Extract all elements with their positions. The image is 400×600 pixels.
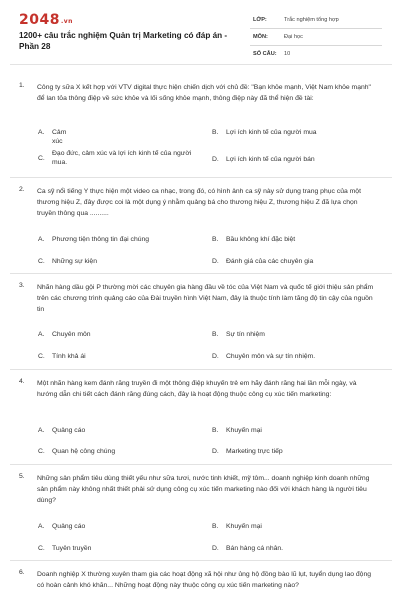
question-number: 2. <box>19 186 25 193</box>
option-text: Tính khả ái <box>52 353 86 360</box>
logo-suffix: .vn <box>60 18 73 25</box>
question-number: 1. <box>19 82 25 89</box>
option-text: Đạo đức, cảm xúc và lợi ích kinh tế của người mua. <box>52 150 192 166</box>
option-text: Khuyến mại <box>226 523 262 530</box>
question-number: 6. <box>19 569 25 576</box>
question-number: 3. <box>19 282 25 289</box>
meta-row-count <box>250 46 382 62</box>
question-text: Doanh nghiệp X thường xuyên tham gia các hoạt động xã hội như ủng hộ đồng bào lũ lụt, tuyển dụng lao động có hoàn cảnh khó khăn... Những hoạt động này thuộc công cụ xúc tiến marketing nào? <box>37 571 372 590</box>
question-separator <box>10 177 392 178</box>
option-text: Quảng cáo <box>52 523 86 530</box>
option-text: Chuyên môn và sự tín nhiệm. <box>226 353 316 360</box>
option-text: Những sự kiện <box>52 258 97 265</box>
option-letter: D. <box>212 156 219 163</box>
question-separator <box>10 560 392 561</box>
option-text: Quan hệ công chúng <box>52 448 116 455</box>
header-divider <box>10 64 392 65</box>
question-text: Ca sỹ nổi tiếng Y thực hiện một video ca nhạc, trong đó, có hình ảnh ca sỹ này sử dụng trang phục của một thương hiệu Z, đây được coi là một dụng ý nhằm quảng bá cho thương hiệu Z, thương hiệu Z đã lựa chọn truyền thông qua .......... <box>37 188 361 218</box>
meta-value: Đại học <box>284 34 303 40</box>
question-text: Nhãn hàng dầu gội P thường mời các chuyên gia hàng đầu về tóc của Việt Nam và quốc tế giới thiệu sản phẩm trên các chương trình quảng cáo của Đài truyền hình Việt Nam, đây là thuộc tính làm tăng độ tin cậy của nguồn tin <box>37 284 374 314</box>
option-letter: B. <box>212 331 219 338</box>
option-letter: D. <box>212 258 219 265</box>
option-text: Tuyên truyền <box>52 545 92 552</box>
option-letter: B. <box>212 236 219 243</box>
option-letter: A. <box>38 236 45 243</box>
option-text: Khuyến mại <box>226 427 262 434</box>
meta-table <box>250 12 382 62</box>
logo-main: 2048 <box>19 12 60 28</box>
option-letter: C. <box>38 448 45 455</box>
question-number: 5. <box>19 473 25 480</box>
option-letter: A. <box>38 523 45 530</box>
meta-label: LỚP: <box>253 17 267 23</box>
meta-value: 10 <box>284 51 291 57</box>
meta-row-subject <box>250 29 382 46</box>
option-letter: B. <box>212 523 219 530</box>
question-separator <box>10 369 392 370</box>
option-letter: A. <box>38 129 45 136</box>
option-text: Lợi ích kinh tế của người bán <box>226 156 315 163</box>
option-text: Cảm xúc <box>52 129 67 145</box>
question-separator <box>10 464 392 465</box>
option-letter: C. <box>38 258 45 265</box>
site-logo[interactable] <box>19 12 73 28</box>
option-letter: C. <box>38 545 45 552</box>
option-text: Đánh giá của các chuyên gia <box>226 258 314 265</box>
question-text: Công ty sữa X kết hợp với VTV digital thực hiện chiến dịch với chủ đề: "Bạn khỏe mạnh, Việt Nam khỏe mạnh" để lan tỏa thông điệp về sức khỏe và lối sống khỏe mạnh, thông điệp này đã thể hiện đề tài: <box>37 84 371 103</box>
question-separator <box>10 273 392 274</box>
option-text: Marketing trực tiếp <box>226 448 283 455</box>
option-letter: C. <box>38 353 45 360</box>
meta-row-class <box>250 12 382 29</box>
option-letter: A. <box>38 427 45 434</box>
option-letter: B. <box>212 129 219 136</box>
option-text: Sự tín nhiệm <box>226 331 265 338</box>
question-text: Một nhãn hàng kem đánh răng truyền đi một thông điệp khuyến trẻ em hãy đánh răng hai lần mỗi ngày, và hướng dẫn chi tiết cách đánh răng đúng cách, đây là hoạt động thuộc công cụ xúc tiến marketing: <box>37 380 357 399</box>
option-letter: A. <box>38 331 45 338</box>
page-title: 1200+ câu trắc nghiệm Quản trị Marketing có đáp án - Phần 28 <box>19 31 228 51</box>
option-letter: B. <box>212 427 219 434</box>
meta-label: MÔN: <box>253 34 268 40</box>
header <box>0 0 400 60</box>
meta-value: Trắc nghiệm tổng hợp <box>284 17 339 23</box>
option-letter: C. <box>38 155 45 162</box>
option-text: Chuyên môn <box>52 331 91 338</box>
question-text: Những sản phẩm tiêu dùng thiết yếu như sữa tươi, nước tinh khiết, mỹ tôm... doanh nghiệp kinh doanh những sản phẩm này không nhất thiết phải sử dụng công cụ xúc tiến marketing nào đối với khách hàng là người tiêu dùng? <box>37 475 370 505</box>
option-text: Lợi ích kinh tế của người mua <box>226 129 317 136</box>
option-letter: D. <box>212 448 219 455</box>
option-text: Phương tiện thông tin đại chúng <box>52 236 150 243</box>
option-text: Bầu không khí đặc biệt <box>226 236 296 243</box>
option-letter: D. <box>212 545 219 552</box>
option-text: Bán hàng cá nhân. <box>226 545 284 552</box>
option-letter: D. <box>212 353 219 360</box>
question-number: 4. <box>19 378 25 385</box>
option-text: Quảng cáo <box>52 427 86 434</box>
meta-label: SỐ CÂU: <box>253 51 277 57</box>
